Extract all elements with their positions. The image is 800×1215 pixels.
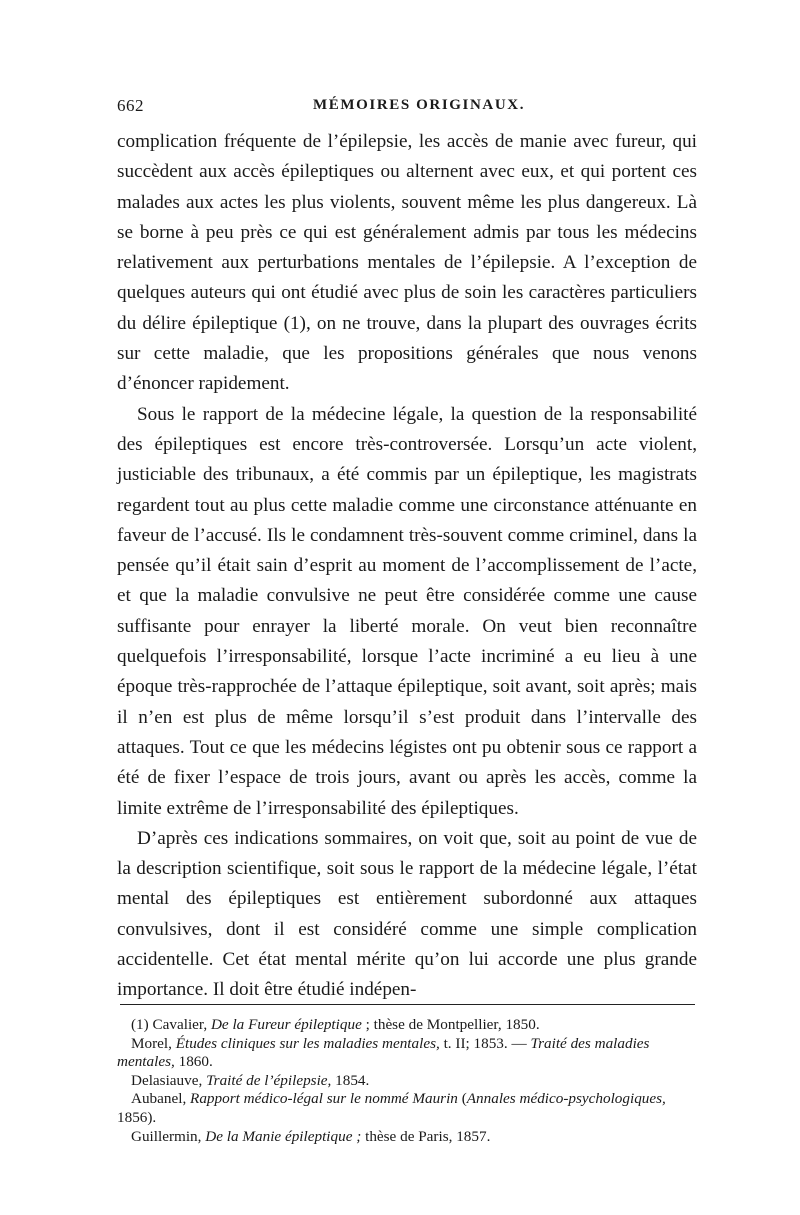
paragraph-2: Sous le rapport de la médecine légale, la question de la responsabilité des épileptiques est encore très-controversée. Lorsqu’un acte violent, justiciable des tribunaux, a été commis par un épileptique, les magistrats regardent tout au plus cette maladie comme une circonstance atténuante en faveur de l’accusé. Ils le condamnent très-souvent comme criminel, dans la pensée qu’il était sain d’esprit au moment de l’accomplissement de l’acte, et que la maladie convulsive ne peut être considérée comme une cause suffisante pour enrayer la liberté morale. On veut bien reconnaître quelquefois l’irresponsabilité, lorsque l’acte incriminé a eu lieu à une époque très-rapprochée de l’attaque épileptique, soit avant, soit après; mais il n’en est plus de même lorsqu’il s’est produit dans l’intervalle des attaques. Tout ce que les médecins légistes ont pu obtenir sous ce rapport a été de fixer l’espace de trois jours, avant ou après les accès, comme la limite extrême de l’irresponsabilité des épileptiques. (117, 403, 697, 819)
footnote-citation: ; thèse de Montpellier, 1850. (365, 1016, 540, 1033)
footnote-4 (117, 1090, 697, 1127)
footnote-5 (117, 1128, 697, 1147)
footnote-title: Études cliniques sur les maladies mentales, (175, 1034, 440, 1052)
footnote-marker: (1) (131, 1016, 149, 1033)
footnote-citation: 1856). (117, 1108, 157, 1126)
page-header (117, 96, 697, 118)
footnote-title-2: Annales médico-psychologiques, (466, 1090, 666, 1108)
footnote-2 (117, 1035, 697, 1072)
footnote-paren: ( (461, 1090, 467, 1108)
footnote-citation: 1854. (335, 1071, 370, 1089)
page-number: 662 (117, 96, 144, 115)
footnote-citation: t. II; 1853. — (443, 1034, 527, 1052)
footnotes (117, 1016, 697, 1146)
footnote-author: Guillermin, (131, 1127, 202, 1145)
footnote-author: Cavalier, (152, 1016, 208, 1033)
footnote-title: De la Fureur épileptique (210, 1016, 362, 1033)
footnote-author: Aubanel, (131, 1090, 187, 1108)
footnote-title: Traité de l’épilepsie, (206, 1071, 332, 1089)
running-title: MÉMOIRES ORIGINAUX. (313, 97, 526, 113)
footnote-citation-2: 1860. (178, 1053, 213, 1071)
footnote-citation: thèse de Paris, 1857. (365, 1127, 491, 1145)
paragraph-3: D’après ces indications sommaires, on voit que, soit au point de vue de la description scientifique, soit sous le rapport de la médecine légale, l’état mental des épileptiques est entièrement subordonné aux attaques convulsives, dont il est considéré comme une simple complication accidentelle. Cet état mental mérite qu’on lui accorde une plus grande importance. Il doit être étudié indépen- (117, 827, 697, 1001)
footnote-author: Morel, (131, 1034, 172, 1052)
footnote-3 (117, 1072, 697, 1091)
footnote-title: De la Manie épileptique ; (205, 1127, 362, 1145)
body-text (117, 127, 697, 1006)
paragraph-1: complication fréquente de l’épilepsie, les accès de manie avec fureur, qui succèdent aux accès épileptiques ou alternent avec eux, et qui portent ces malades aux actes les plus violents, souvent même les plus dangereux. Là se borne à peu près ce qui est généralement admis par tous les médecins relativement aux perturbations mentales de l’épilepsie. A l’exception de quelques auteurs qui ont étudié avec plus de soin les caractères particuliers du délire épileptique (1), on ne trouve, dans la plupart des ouvrages écrits sur cette maladie, que les propositions générales que nous venons d’énoncer rapidement. (117, 131, 697, 395)
footnote-1 (117, 1016, 697, 1035)
footnote-title: Rapport médico-légal sur le nommé Maurin (190, 1090, 458, 1108)
footnote-divider (120, 1004, 695, 1005)
footnote-title-2: Traité des maladies mentales, (117, 1034, 650, 1071)
footnote-author: Delasiauve, (131, 1071, 203, 1089)
